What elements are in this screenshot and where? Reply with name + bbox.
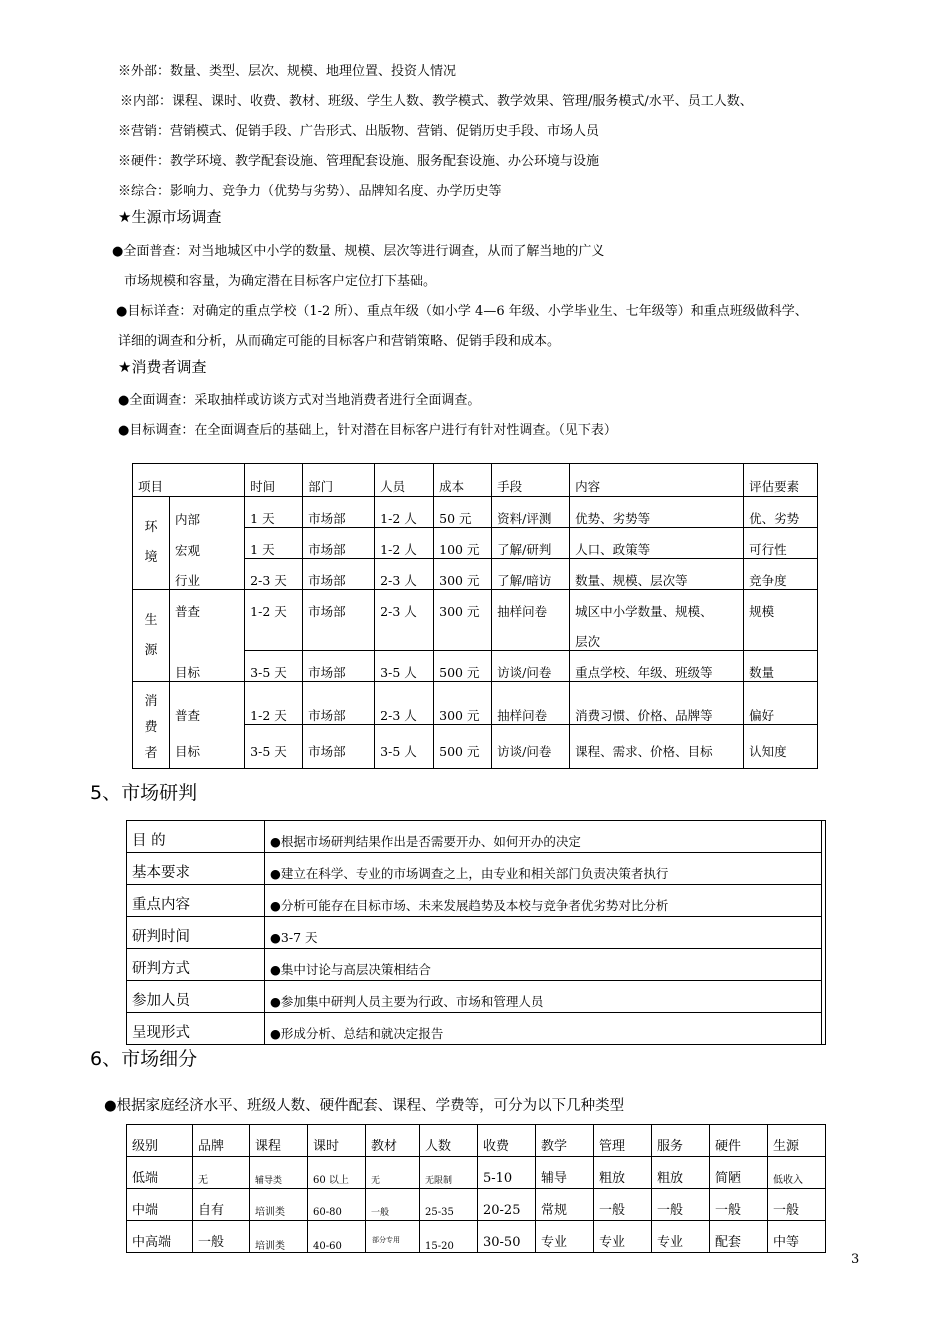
table-header-row: [127, 1125, 826, 1157]
header-cell: 人员: [375, 464, 434, 497]
factor-external: ※外部：数量、类型、层次、规模、地理位置、投资人情况: [118, 64, 457, 79]
header-cell: 评估要素: [744, 464, 818, 497]
table-row: [127, 821, 826, 853]
table-cell: 抽样问卷: [492, 590, 570, 621]
table-cell: 资料/评测: [492, 497, 570, 528]
table-cell: 行业: [170, 559, 245, 590]
table-cell: 培训类: [250, 1221, 308, 1253]
table-cell: 25-35: [420, 1189, 478, 1221]
table-cell: 2-3 天: [245, 559, 303, 590]
table-cell: 2-3 人: [375, 559, 434, 590]
table-cell: 目标: [170, 651, 245, 682]
table-cell: 辅导: [536, 1157, 594, 1189]
row-value: ●根据市场研判结果作出是否需要开办、如何开办的决定: [265, 821, 822, 853]
table-cell: 专业: [594, 1221, 652, 1253]
table-cell: 3-5 人: [375, 651, 434, 682]
consumer-survey-p1: ●全面调查：采取抽样或访谈方式对当地消费者进行全面调查。: [118, 393, 481, 408]
table-cell: 宏观: [170, 528, 245, 559]
student-survey-p2-line2: 详细的调查和分析，从而确定可能的目标客户和营销策略、促销手段和成本。: [118, 334, 561, 349]
table-cell: 无限制: [420, 1157, 478, 1189]
header-cell: 内容: [570, 464, 744, 497]
table-cell: 简陋: [710, 1157, 768, 1189]
table-cell: 辅导类: [250, 1157, 308, 1189]
table-row: [127, 1189, 826, 1221]
table-cell: 访谈/问卷: [492, 724, 570, 769]
section-5-title: 5、市场研判: [90, 782, 198, 804]
student-survey-p1-line2: 市场规模和容量，为确定潜在目标客户定位打下基础。: [124, 274, 437, 289]
table-cell: 50 元: [434, 497, 492, 528]
table-cell: 2-3 人: [375, 590, 434, 621]
table-row: [127, 981, 826, 1013]
table-cell: 500 元: [434, 724, 492, 769]
table-cell: 30-50: [478, 1221, 536, 1253]
table-cell: [434, 620, 492, 651]
row-label: 研判时间: [127, 917, 265, 949]
table-cell: 低端: [127, 1157, 193, 1189]
table-cell: 中高端: [127, 1221, 193, 1253]
table-cell: 15-20: [420, 1221, 478, 1253]
header-cell: 服务: [652, 1125, 710, 1157]
table-cell: 低收入: [768, 1157, 826, 1189]
table-cell: 偏好: [744, 682, 818, 725]
row-label: 参加人员: [127, 981, 265, 1013]
group-label: 环 境: [133, 497, 170, 590]
section-6-intro: ●根据家庭经济水平、班级人数、硬件配套、课程、学费等，可分为以下几种类型: [104, 1098, 625, 1114]
table-row: [133, 559, 818, 590]
table-cell: 300 元: [434, 590, 492, 621]
table-cell: 优、劣势: [744, 497, 818, 528]
table-cell: 认知度: [744, 724, 818, 769]
table-row: [127, 853, 826, 885]
header-cell: 部门: [303, 464, 375, 497]
row-label: 重点内容: [127, 885, 265, 917]
table-cell: 300 元: [434, 559, 492, 590]
header-cell: 收费: [478, 1125, 536, 1157]
table-cell: 普查: [170, 590, 245, 621]
table-cell: 3-5 天: [245, 724, 303, 769]
table-cell: 竞争度: [744, 559, 818, 590]
table-cell: 300 元: [434, 682, 492, 725]
table-cell: 无: [366, 1157, 420, 1189]
table-cell: 粗放: [652, 1157, 710, 1189]
table-cell: 城区中小学数量、规模、: [570, 590, 744, 621]
header-cell: 人数: [420, 1125, 478, 1157]
student-survey-heading: ★生源市场调查: [118, 208, 222, 226]
table-cell: 内部: [170, 497, 245, 528]
table-row: [127, 885, 826, 917]
table-cell: 专业: [536, 1221, 594, 1253]
table-cell: [375, 620, 434, 651]
row-label: 呈现形式: [127, 1013, 265, 1045]
table-cell: 培训类: [250, 1189, 308, 1221]
table-row: [133, 590, 818, 621]
section-6-title: 6、市场细分: [90, 1048, 198, 1070]
market-research-table: [126, 820, 826, 1045]
table-cell: 目标: [170, 724, 245, 769]
header-cell: 课程: [250, 1125, 308, 1157]
factor-hardware: ※硬件：教学环境、教学配套设施、管理配套设施、服务配套设施、办公环境与设施: [118, 154, 600, 169]
table-cell: 60 以上: [308, 1157, 366, 1189]
table-cell: 自有: [193, 1189, 250, 1221]
table-cell: 专业: [652, 1221, 710, 1253]
table-row: [127, 1221, 826, 1253]
table-cell: 市场部: [303, 528, 375, 559]
row-value: ●3-7 天: [265, 917, 822, 949]
table-cell: 市场部: [303, 651, 375, 682]
table-cell: 数量、规模、层次等: [570, 559, 744, 590]
table-cell: 100 元: [434, 528, 492, 559]
table-row: [127, 949, 826, 981]
table-row: [127, 917, 826, 949]
header-cell: 管理: [594, 1125, 652, 1157]
table-cell: 市场部: [303, 497, 375, 528]
header-cell: 成本: [434, 464, 492, 497]
table-cell: 一般: [710, 1189, 768, 1221]
row-value: ●分析可能存在目标市场、未来发展趋势及本校与竞争者优劣势对比分析: [265, 885, 822, 917]
table-cell: 市场部: [303, 724, 375, 769]
table-cell: 优势、劣势等: [570, 497, 744, 528]
row-value: ●参加集中研判人员主要为行政、市场和管理人员: [265, 981, 822, 1013]
row-value: ●建立在科学、专业的市场调查之上，由专业和相关部门负责决策者执行: [265, 853, 822, 885]
table-cell: 了解/暗访: [492, 559, 570, 590]
table-cell: 1 天: [245, 528, 303, 559]
table-cell: 市场部: [303, 559, 375, 590]
header-cell: 级别: [127, 1125, 193, 1157]
table-cell: [303, 620, 375, 651]
table-cell: 40-60: [308, 1221, 366, 1253]
header-cell: 硬件: [710, 1125, 768, 1157]
table-cell: 无: [193, 1157, 250, 1189]
header-cell: 品牌: [193, 1125, 250, 1157]
row-label: 目 的: [127, 821, 265, 853]
group-label: 生 源: [133, 590, 170, 682]
row-label: 基本要求: [127, 853, 265, 885]
table-cell: 常规: [536, 1189, 594, 1221]
table-cell: 数量: [744, 651, 818, 682]
table-cell: [492, 620, 570, 651]
table-row: [133, 620, 818, 651]
table-cell: 2-3 人: [375, 682, 434, 725]
table-cell: 访谈/问卷: [492, 651, 570, 682]
table-cell: 课程、需求、价格、目标: [570, 724, 744, 769]
table-cell: 1-2 天: [245, 590, 303, 621]
table-cell: [245, 620, 303, 651]
table-cell: 60-80: [308, 1189, 366, 1221]
table-header-row: [133, 464, 818, 497]
row-value: ●形成分析、总结和就决定报告: [265, 1013, 822, 1045]
table-cell: 5-10: [478, 1157, 536, 1189]
row-label: 研判方式: [127, 949, 265, 981]
table-cell: 一般: [594, 1189, 652, 1221]
market-segment-table: [126, 1124, 826, 1253]
factor-overall: ※综合：影响力、竞争力（优势与劣势）、品牌知名度、办学历史等: [118, 184, 502, 199]
table-edge: [822, 821, 826, 1045]
table-cell: 层次: [570, 620, 744, 651]
header-cell: 生源: [768, 1125, 826, 1157]
table-cell: 规模: [744, 590, 818, 621]
table-cell: 1-2 人: [375, 528, 434, 559]
table-row: [133, 724, 818, 769]
header-cell: 课时: [308, 1125, 366, 1157]
table-cell: 可行性: [744, 528, 818, 559]
header-cell: 时间: [245, 464, 303, 497]
table-cell: 一般: [366, 1189, 420, 1221]
header-cell: 手段: [492, 464, 570, 497]
table-cell: 500 元: [434, 651, 492, 682]
table-cell: 1 天: [245, 497, 303, 528]
table-cell: 1-2 天: [245, 682, 303, 725]
table-row: [133, 651, 818, 682]
table-cell: 市场部: [303, 682, 375, 725]
page-number: 3: [851, 1252, 860, 1267]
table-row: [127, 1157, 826, 1189]
table-row: [133, 528, 818, 559]
header-cell: 教学: [536, 1125, 594, 1157]
consumer-survey-heading: ★消费者调查: [118, 358, 207, 376]
table-cell: [170, 620, 245, 651]
table-cell: 20-25: [478, 1189, 536, 1221]
table-row: [133, 497, 818, 528]
table-cell: 普查: [170, 682, 245, 725]
table-row: [127, 1013, 826, 1045]
survey-table: [132, 463, 818, 769]
table-cell: 市场部: [303, 590, 375, 621]
table-cell: 中等: [768, 1221, 826, 1253]
table-cell: 配套: [710, 1221, 768, 1253]
header-cell: 项目: [133, 464, 245, 497]
student-survey-p1-line1: ●全面普查：对当地城区中小学的数量、规模、层次等进行调查，从而了解当地的广义: [112, 244, 605, 259]
table-cell: 消费习惯、价格、品牌等: [570, 682, 744, 725]
table-cell: 粗放: [594, 1157, 652, 1189]
table-cell: 3-5 人: [375, 724, 434, 769]
footnote: 部分专用: [372, 1236, 400, 1244]
header-cell: 教材: [366, 1125, 420, 1157]
table-cell: 中端: [127, 1189, 193, 1221]
table-cell: 一般: [652, 1189, 710, 1221]
table-cell: 抽样问卷: [492, 682, 570, 725]
table-row: [133, 682, 818, 725]
row-value: ●集中讨论与高层决策相结合: [265, 949, 822, 981]
group-label: 消 费 者: [133, 682, 170, 769]
table-cell: 一般: [768, 1189, 826, 1221]
factor-marketing: ※营销：营销模式、促销手段、广告形式、出版物、营销、促销历史手段、市场人员: [118, 124, 600, 139]
table-cell: 了解/研判: [492, 528, 570, 559]
consumer-survey-p2: ●目标调查：在全面调查后的基础上，针对潜在目标客户进行有针对性调查。（见下表）: [118, 423, 617, 438]
factor-internal: ※内部：课程、课时、收费、教材、班级、学生人数、教学模式、教学效果、管理/服务模式/水平、员工人数、: [120, 94, 753, 109]
table-cell: 一般: [193, 1221, 250, 1253]
table-cell: 重点学校、年级、班级等: [570, 651, 744, 682]
table-cell: 1-2 人: [375, 497, 434, 528]
student-survey-p2-line1: ●目标详查：对确定的重点学校（1-2 所）、重点年级（如小学 4—6 年级、小学毕业生、七年级等）和重点班级做科学、: [116, 304, 808, 319]
table-cell: 3-5 天: [245, 651, 303, 682]
table-cell: 人口、政策等: [570, 528, 744, 559]
table-cell: [744, 620, 818, 651]
